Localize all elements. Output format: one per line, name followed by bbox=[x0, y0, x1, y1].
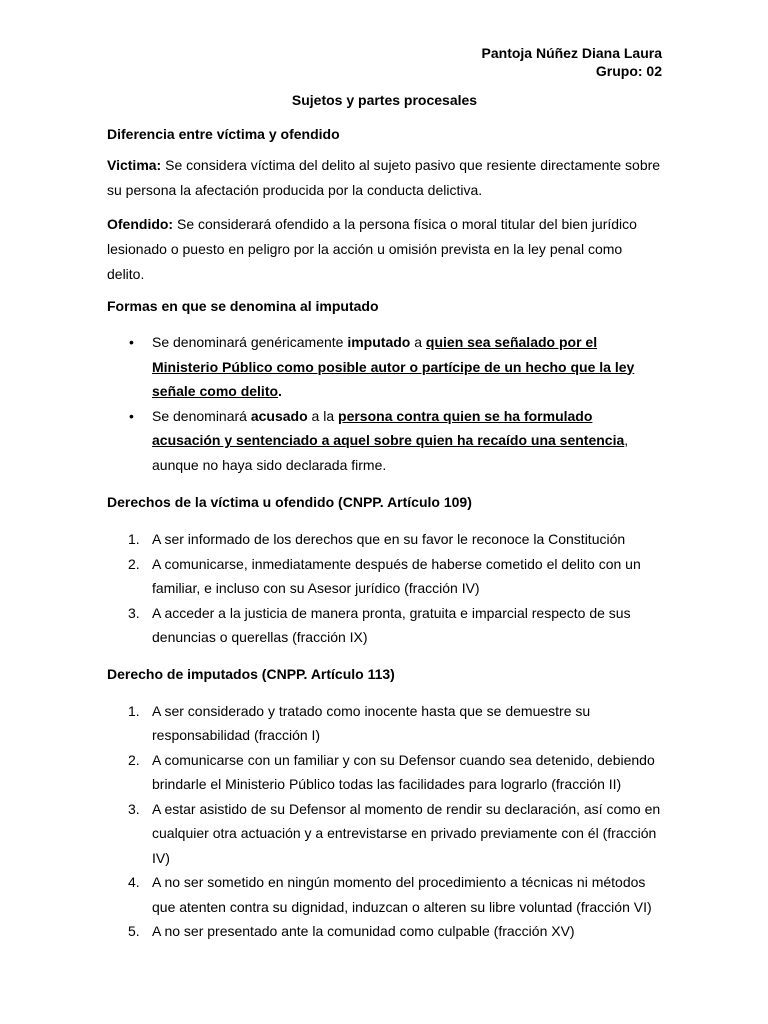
item-mid: a bbox=[410, 334, 426, 350]
item-number: 2. bbox=[128, 751, 140, 768]
item-mid: a la bbox=[307, 407, 339, 424]
heading-diferencia: Diferencia entre víctima y ofendido bbox=[107, 126, 340, 142]
item-text: A ser informado de los derechos que en su favor le reconoce la Constitución bbox=[152, 531, 626, 547]
item-text: A estar asistido de su Defensor al momento de rendir su declaración, así como en cualquier otra actuación y a entrevistarse en privado previamente con él (fracción IV) bbox=[152, 800, 661, 866]
item-bold: acusado bbox=[250, 407, 308, 424]
item-post: . bbox=[278, 383, 282, 399]
definition-ofendido bbox=[107, 212, 662, 287]
item-post: , aunque no haya sido declarada firme. bbox=[152, 432, 629, 473]
list-item bbox=[107, 527, 662, 552]
heading-derechos-imputados: Derecho de imputados (CNPP. Artículo 113) bbox=[107, 665, 395, 682]
bullet-icon: • bbox=[129, 407, 134, 424]
definition-victima bbox=[107, 153, 662, 203]
list-item bbox=[107, 404, 662, 478]
term-ofendido: Ofendido: bbox=[107, 216, 174, 232]
item-bold-underlined: persona contra quien se ha formulado acusación y sentenciado a aquel sobre quien ha recaído una sentencia bbox=[152, 407, 625, 448]
item-number: 4. bbox=[128, 874, 140, 890]
item-bold: imputado bbox=[347, 334, 411, 350]
item-number: 5. bbox=[128, 923, 140, 939]
item-number: 3. bbox=[128, 604, 140, 621]
author-header bbox=[107, 44, 662, 80]
item-text: A comunicarse, inmediatamente después de haberse cometido el delito con un familiar, e incluso con su Asesor jurídico (fracción IV) bbox=[152, 555, 641, 596]
author-name: Pantoja Núñez Diana Laura bbox=[481, 45, 662, 61]
list-item bbox=[107, 552, 662, 601]
item-text: A comunicarse con un familiar y con su Defensor cuando sea detenido, debiendo brindarle el Ministerio Público todas las facilidades para lograrlo (fracción II) bbox=[152, 751, 655, 792]
list-item bbox=[107, 699, 662, 748]
list-item bbox=[107, 797, 662, 871]
bullet-icon: • bbox=[129, 334, 134, 350]
item-bold-underlined: quien sea señalado por el Ministerio Público como posible autor o partícipe de un hecho que la ley señale como delito bbox=[152, 334, 635, 399]
document-title: Sujetos y partes procesales bbox=[291, 92, 478, 108]
item-text: A ser considerado y tratado como inocente hasta que se demuestre su responsabilidad (fracción I) bbox=[152, 702, 591, 743]
heading-formas: Formas en que se denomina al imputado bbox=[107, 298, 379, 314]
group-label: Grupo: 02 bbox=[595, 63, 662, 79]
item-number: 3. bbox=[128, 800, 140, 817]
list-item bbox=[107, 601, 662, 650]
derechos-victima-list bbox=[107, 527, 662, 650]
item-number: 1. bbox=[128, 702, 140, 719]
list-item bbox=[107, 919, 662, 944]
list-item bbox=[107, 748, 662, 797]
item-number: 2. bbox=[128, 555, 140, 572]
text-ofendido: Se considerará ofendido a la persona física o moral titular del bien jurídico lesionado o puesto en peligro por la acción u omisión prevista en la ley penal como delito. bbox=[107, 216, 637, 282]
item-pre: Se denominará bbox=[152, 407, 251, 424]
item-pre: Se denominará genéricamente bbox=[152, 334, 348, 350]
formas-list bbox=[107, 330, 662, 477]
list-item bbox=[107, 870, 662, 919]
item-text: A no ser presentado ante la comunidad como culpable (fracción XV) bbox=[152, 923, 575, 939]
list-item bbox=[107, 330, 662, 404]
item-text: A acceder a la justicia de manera pronta, gratuita e imparcial respecto de sus denuncias o querellas (fracción IX) bbox=[152, 604, 631, 645]
term-victima: Victima: bbox=[107, 157, 162, 173]
item-number: 1. bbox=[128, 531, 140, 547]
document-page bbox=[107, 44, 662, 944]
text-victima: Se considera víctima del delito al sujeto pasivo que resiente directamente sobre su persona la afectación producida por la conducta delictiva. bbox=[107, 157, 661, 198]
item-text: A no ser sometido en ningún momento del procedimiento a técnicas ni métodos que atenten contra su dignidad, induzcan o alteren su libre voluntad (fracción VI) bbox=[152, 874, 652, 915]
derechos-imputados-list bbox=[107, 699, 662, 944]
heading-derechos-victima: Derechos de la víctima u ofendido (CNPP. Artículo 109) bbox=[107, 494, 472, 510]
